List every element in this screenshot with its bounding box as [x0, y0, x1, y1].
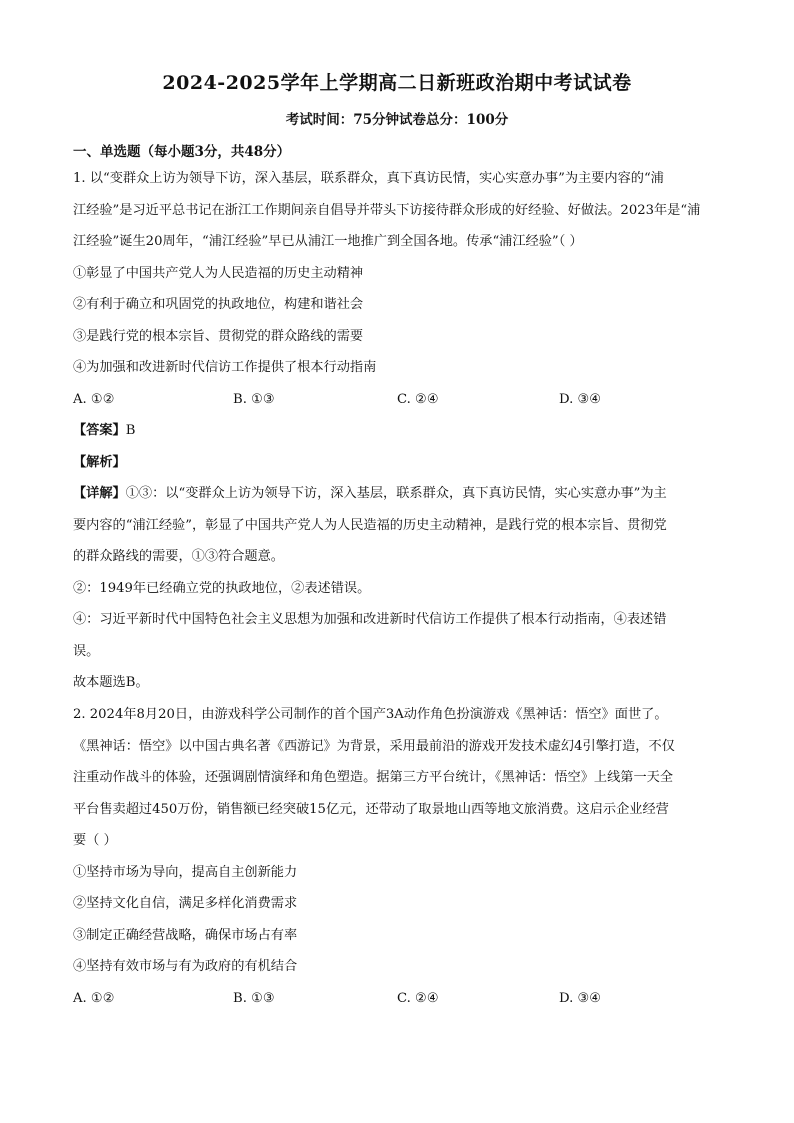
page-title: 2024-2025学年上学期高二日新班政治期中考试试卷 — [162, 72, 632, 94]
question-2-options — [73, 983, 721, 1015]
question-2-stem-line: 要（ ） — [73, 833, 117, 848]
answer-line — [73, 415, 721, 447]
detail-conclusion: 故本题选B。 — [73, 675, 149, 690]
question-2 — [73, 699, 721, 1014]
question-2-statement: ④坚持有效市场与有为政府的有机结合 — [73, 959, 298, 974]
analysis-label: 【解析】 — [73, 454, 126, 470]
detail-text: ①③：以“变群众上访为领导下访，深入基层，联系群众，真下真访民情，实心实意办事”为主 — [125, 486, 667, 501]
question-2-stem-line: 《黑神话：悟空》以中国古典名著《西游记》为背景，采用最前沿的游戏开发技术虚幻4引擎打造，不仅 — [73, 738, 675, 754]
detail-label: 【详解】 — [73, 486, 126, 501]
section-heading: 一、单选题（每小题3分，共48分） — [73, 144, 291, 160]
detail-text: ④：习近平新时代中国特色社会主义思想为加强和改进新时代信访工作提供了根本行动指南，④表述错 — [73, 612, 667, 627]
question-1-statement: ②有利于确立和巩固党的执政地位，构建和谐社会 — [73, 297, 364, 312]
option-a: A. ①② — [73, 990, 115, 1006]
detail-text: 的群众路线的需要，①③符合题意。 — [73, 549, 284, 564]
question-1-statement: ④为加强和改进新时代信访工作提供了根本行动指南 — [73, 360, 377, 375]
answer-label: 【答案】 — [73, 423, 126, 438]
question-2-statement: ②坚持文化自信，满足多样化消费需求 — [73, 896, 298, 911]
detail-text: 要内容的“浦江经验”，彰显了中国共产党人为人民造福的历史主动精神，是践行党的根本宗旨、贯彻党 — [73, 517, 667, 533]
option-c: C. ②④ — [397, 391, 439, 407]
question-2-stem-line: 注重动作战斗的体验，还强调剧情演绎和角色塑造。据第三方平台统计，《黑神话：悟空》上线第一天全 — [73, 770, 674, 785]
question-2-statement: ①坚持市场为导向，提高自主创新能力 — [73, 864, 298, 880]
option-d: D. ③④ — [559, 990, 602, 1006]
option-c: C. ②④ — [397, 990, 439, 1006]
question-1-stem-line: 江经验”是习近平总书记在浙江工作期间亲自倡导并带头下访接待群众形成的好经验、好做法。2023年是“浦 — [73, 202, 701, 218]
answer-value: B — [125, 423, 136, 438]
option-b: B. ①③ — [233, 391, 275, 407]
question-2-stem-line: 2. 2024年8月20日，由游戏科学公司制作的首个国产3A动作角色扮演游戏《黑神话：悟空》面世了。 — [73, 707, 668, 722]
question-1-stem-line: 1. 以“变群众上访为领导下访，深入基层，联系群众，真下真访民情，实心实意办事”为主要内容的“浦 — [73, 171, 664, 186]
detail-text: ②：1949年已经确立党的执政地位，②表述错误。 — [73, 580, 371, 596]
question-1-statement: ①彰显了中国共产党人为人民造福的历史主动精神 — [73, 265, 364, 281]
detail-line — [73, 478, 721, 510]
question-1-statement: ③是践行党的根本宗旨、贯彻党的群众路线的需要 — [73, 328, 364, 344]
question-2-statement: ③制定正确经营战略，确保市场占有率 — [73, 927, 298, 943]
option-a: A. ①② — [73, 391, 115, 407]
detail-text: 误。 — [73, 643, 100, 659]
question-2-stem-line: 平台售卖超过450万份，销售额已经突破15亿元，还带动了取景地山西等地文旅消费。这启示企业经营 — [73, 801, 669, 817]
question-1-options — [73, 384, 721, 416]
question-1-stem-line: 江经验”诞生20周年，“浦江经验”早已从浦江一地推广到全国各地。传承“浦江经验”（ ） — [73, 234, 583, 249]
option-b: B. ①③ — [233, 990, 275, 1006]
analysis-line — [73, 447, 721, 479]
option-d: D. ③④ — [559, 391, 602, 407]
exam-info: 考试时间：75分钟试卷总分：100分 — [285, 112, 509, 128]
question-1 — [73, 163, 721, 699]
